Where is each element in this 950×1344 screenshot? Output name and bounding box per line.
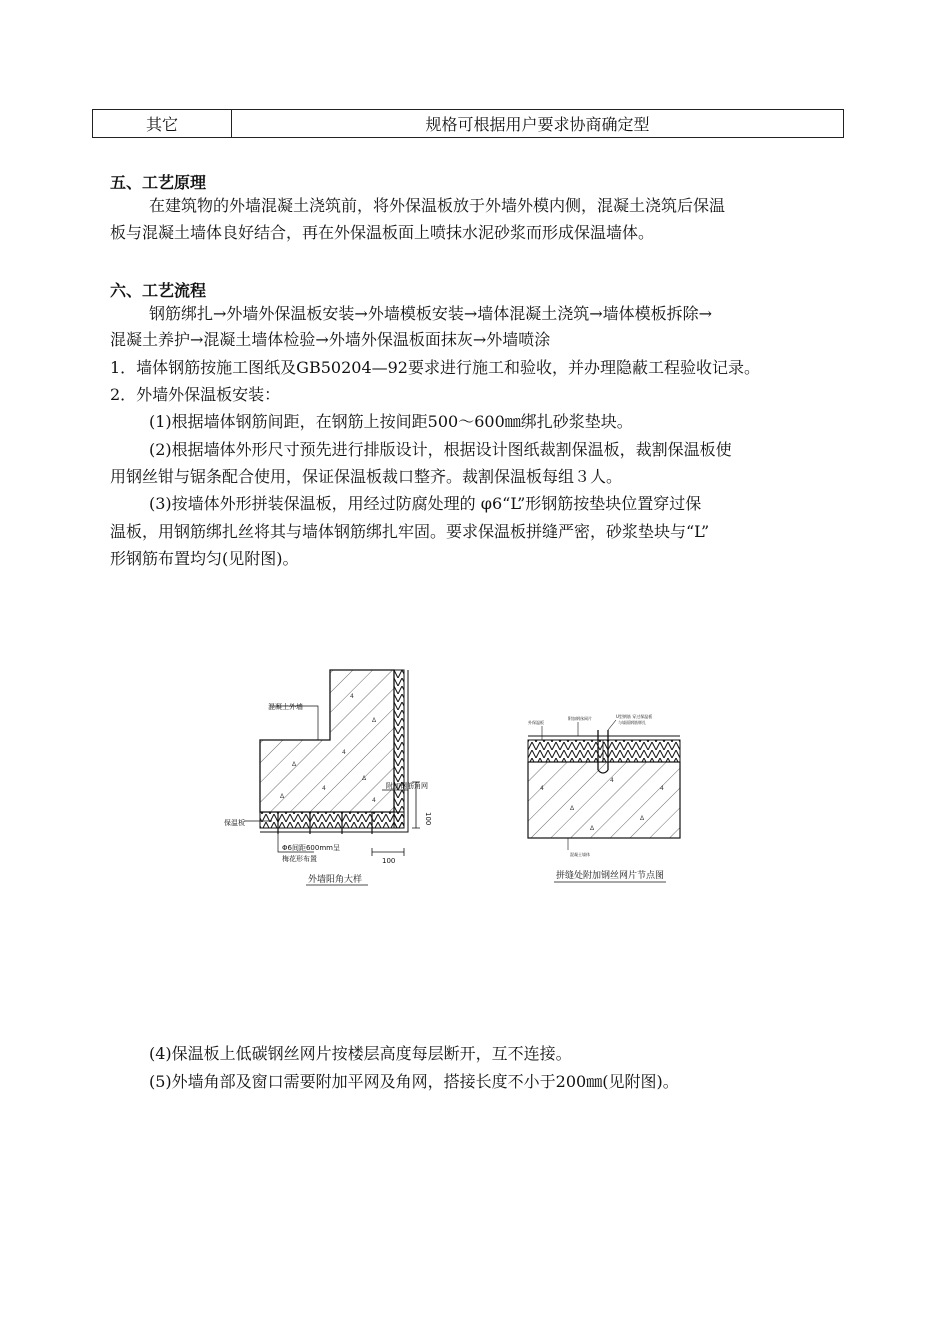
flow-line: 钢筋绑扎→外墙外保温板安装→外墙模板安装→墙体混凝土浇筑→墙体模板拆除→ [149,304,713,323]
section-heading-6: 六、工艺流程 [110,281,207,300]
label-u-rebar: U型钢筋 穿过保温板 [616,714,653,719]
table-cell-value: 规格可根据用户要求协商确定型 [232,110,844,138]
figure-caption: 拼缝处附加钢丝网片节点图 [556,871,665,881]
svg-text:4: 4 [610,777,614,784]
list-item: (3)按墙体外形拼装保温板，用经过防腐处理的 φ6“L”形钢筋按垫块位置穿过保 [149,494,702,513]
list-item-cont: 温板，用钢筋绑扎丝将其与墙体钢筋绑扎牢固。要求保温板拼缝严密，砂浆垫块与“L” [110,522,710,541]
label-insulation: 外保温板 [528,720,544,725]
table-cell-label: 其它 [93,110,232,138]
table-row [93,110,844,138]
svg-text:4: 4 [322,785,326,792]
label-insulation-board: 保温板 [224,819,245,827]
spec-table [92,109,844,138]
svg-text:Δ: Δ [372,717,377,724]
list-item: (5)外墙角部及窗口需要附加平网及角网，搭接长度不小于200㎜(见附图)。 [149,1072,679,1091]
svg-text:Δ: Δ [570,805,575,812]
svg-text:4: 4 [372,797,376,804]
svg-text:4: 4 [540,785,544,792]
figure-caption: 外墙阳角大样 [308,875,363,885]
svg-text:Δ: Δ [590,825,595,832]
label-concrete-wall: 混凝土墙体 [570,852,590,857]
dim-horizontal: 100 [382,857,396,865]
svg-text:Δ: Δ [362,775,367,782]
svg-text:4: 4 [350,693,354,700]
label-wire-mesh: 附加钢丝网片 [568,716,592,721]
svg-text:Δ: Δ [280,793,285,800]
list-item: 1．墙体钢筋按施工图纸及GB50204—92要求进行施工和验收，并办理隐蔽工程验收记录。 [110,358,760,377]
label-u-rebar-tie: 与墙面钢筋绑扎 [618,720,646,725]
flow-line: 混凝土养护→混凝土墙体检验→外墙外保温板面抹灰→外墙喷涂 [110,330,551,349]
svg-text:4: 4 [342,749,346,756]
section-heading-5: 五、工艺原理 [110,173,207,192]
corner-detail-figure [222,662,432,892]
list-item: 2．外墙外保温板安装： [110,385,281,404]
list-item: (4)保温板上低碳钢丝网片按楼层高度每层断开，互不连接。 [149,1044,572,1063]
list-item-cont: 形钢筋布置均匀(见附图)。 [110,549,299,568]
paragraph-line: 在建筑物的外墙混凝土浇筑前，将外保温板放于外墙外模内侧，混凝土浇筑后保温 [149,196,726,215]
label-concrete-wall: 混凝土外墙 [268,703,303,711]
dim-vertical: 100 [424,812,432,826]
paragraph-line: 板与混凝土墙体良好结合，再在外保温板面上喷抹水泥砂浆而形成保温墙体。 [110,223,655,242]
svg-text:Δ: Δ [292,761,297,768]
list-item: (1)根据墙体钢筋间距，在钢筋上按间距500～600㎜绑扎砂浆垫块。 [149,412,633,431]
label-rebar-layout: 梅花形布置 [282,855,317,863]
list-item-cont: 用钢丝钳与锯条配合使用，保证保温板裁口整齐。裁割保温板每组３人。 [110,467,623,486]
svg-text:4: 4 [660,785,664,792]
label-corner-mesh: 附加钢筋角网 [386,782,428,790]
list-item: (2)根据墙体外形尺寸预先进行排版设计，根据设计图纸裁割保温板，裁割保温板使 [149,440,732,459]
label-rebar-spacing: Φ6间距600mm呈 [282,844,340,852]
svg-text:Δ: Δ [640,815,645,822]
joint-detail-figure [520,710,690,890]
